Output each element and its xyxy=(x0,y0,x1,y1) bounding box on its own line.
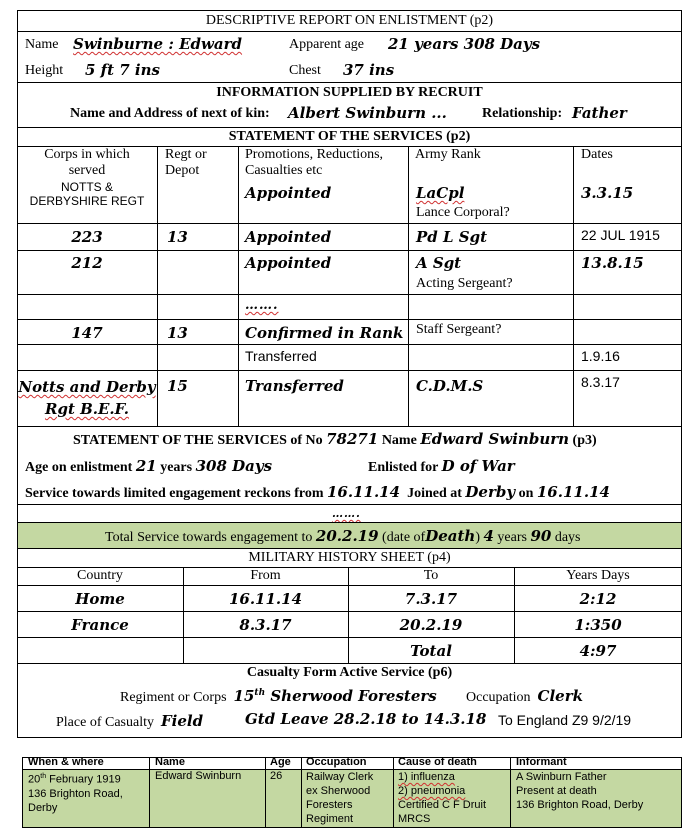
service-row-promo: ……. xyxy=(245,298,279,313)
death-header-name: Name xyxy=(155,756,185,768)
death-header-age: Age xyxy=(270,756,291,768)
death-occupation: Railway Clerk ex Sherwood Foresters Regiment xyxy=(306,771,374,825)
military-header-from: From xyxy=(250,568,281,583)
death-name: Edward Swinburn xyxy=(155,770,242,782)
service-row-rank-note: Lance Corporal? xyxy=(416,205,510,220)
military-row-country: France xyxy=(71,616,129,634)
promo-header: Promotions, Reductions, Casualties etc xyxy=(245,147,384,178)
height-label: Height xyxy=(25,63,64,78)
death-age: 26 xyxy=(270,770,283,782)
corps-header: Corps in which served xyxy=(44,147,130,178)
service-row-promo: Appointed xyxy=(245,228,332,246)
service-row-promo: Confirmed in Rank xyxy=(245,324,404,342)
service-row-promo: Transferred xyxy=(245,348,317,364)
name-label: Name xyxy=(25,37,59,52)
military-row-country: Home xyxy=(75,590,125,608)
chest-label: Chest xyxy=(289,63,321,78)
services2-line1: STATEMENT OF THE SERVICES of No 78271 Name Edward Swinburn (p3) xyxy=(73,430,597,448)
service-row-date: 1.9.16 xyxy=(581,348,620,364)
age-label: Apparent age xyxy=(289,37,365,52)
rank-header: Army Rank xyxy=(415,147,481,162)
kin-value: Albert Swinburn ... xyxy=(288,104,447,122)
death-header-informant: Informant xyxy=(516,756,567,768)
death-header-occupation: Occupation xyxy=(306,756,367,768)
relationship-label: Relationship: xyxy=(482,106,563,121)
dates-header: Dates xyxy=(581,147,613,162)
death-when: 20th February 1919 136 Brighton Road, Derby xyxy=(28,773,123,814)
height-value: 5 ft 7 ins xyxy=(85,61,160,79)
death-header-cause: Cause of death xyxy=(398,756,477,768)
service-row-promo: Appointed xyxy=(245,254,332,272)
service-row-date: 22 JUL 1915 xyxy=(581,227,660,243)
service-row-corps: Notts and Derby Rgt B.E.F. xyxy=(18,378,156,418)
service-row-promo: Appointed xyxy=(245,184,332,202)
services-title: STATEMENT OF THE SERVICES (p2) xyxy=(228,129,471,144)
services2-line3: Service towards limited engagement reckons from 16.11.14 Joined at Derby on 16.11.14 xyxy=(25,483,610,501)
relationship-value: Father xyxy=(572,104,627,122)
military-total-label: Total xyxy=(410,642,452,660)
casualty-occupation: Occupation Clerk xyxy=(466,687,584,705)
military-row-years-days: 2:12 xyxy=(579,590,617,608)
service-row-regt: 13 xyxy=(167,228,188,246)
service-row-promo: Transferred xyxy=(245,377,344,395)
casualty-place: Place of Casualty Field xyxy=(56,712,204,730)
service-row-date: 3.3.15 xyxy=(581,184,634,202)
casualty-title: Casualty Form Active Service (p6) xyxy=(246,665,453,680)
chest-value: 37 ins xyxy=(343,61,395,79)
death-informant: A Swinburn Father Present at death 136 Brighton Road, Derby xyxy=(516,771,644,811)
service-row-rank-note: Staff Sergeant? xyxy=(416,322,502,337)
military-total-value: 4:97 xyxy=(579,642,617,660)
service-row-corps: 212 xyxy=(71,254,103,272)
service-row-date: 13.8.15 xyxy=(581,254,644,272)
military-row-years-days: 1:350 xyxy=(574,616,622,634)
service-row-rank-note: Acting Sergeant? xyxy=(416,276,513,291)
military-header-years-days: Years Days xyxy=(566,568,630,583)
info-title: INFORMATION SUPPLIED BY RECRUIT xyxy=(216,85,483,100)
casualty-england: To England Z9 9/2/19 xyxy=(498,712,632,728)
services2-line2: Age on enlistment 21 years 308 Days xyxy=(25,457,273,475)
casualty-leave: Gtd Leave 28.2.18 to 14.3.18 xyxy=(245,710,487,728)
military-header-country: Country xyxy=(77,568,123,583)
age-value: 21 years 308 Days xyxy=(388,35,541,53)
services2-enlisted: Enlisted for D of War xyxy=(368,457,515,475)
total-service-line: Total Service towards engagement to 20.2.19 (date ofDeath) 4 years 90 days xyxy=(105,527,581,545)
death-cause: 1) influenza 2) pneumonia Certified C F Druit MRCS xyxy=(398,771,487,825)
service-row-regt: 15 xyxy=(167,377,188,395)
service-row-rank: C.D.M.S xyxy=(416,377,484,395)
services2-dots: ……. xyxy=(332,507,361,520)
military-row-from: 8.3.17 xyxy=(239,616,292,634)
name-value: Swinburne : Edward xyxy=(73,35,243,53)
regt-header: Regt or Depot xyxy=(165,147,207,178)
kin-label: Name and Address of next of kin: xyxy=(70,106,270,121)
service-row-corps: 147 xyxy=(71,324,103,342)
service-row-corps: 223 xyxy=(71,228,103,246)
casualty-regiment: Regiment or Corps 15th Sherwood Foresters xyxy=(120,687,437,705)
service-row-date: 8.3.17 xyxy=(581,374,620,390)
military-row-to: 7.3.17 xyxy=(404,590,458,608)
military-title: MILITARY HISTORY SHEET (p4) xyxy=(248,550,451,565)
military-header-to: To xyxy=(423,568,439,583)
service-row-rank: A Sgt xyxy=(416,254,462,272)
service-row-corps: NOTTS & DERBYSHIRE REGT xyxy=(29,180,145,208)
service-row-rank: LaCpl xyxy=(416,184,465,202)
service-row-rank: Pd L Sgt xyxy=(416,228,488,246)
service-row-regt: 13 xyxy=(167,324,188,342)
death-header-when: When & where xyxy=(28,756,104,768)
military-row-to: 20.2.19 xyxy=(399,616,463,634)
page-title: DESCRIPTIVE REPORT ON ENLISTMENT (p2) xyxy=(205,13,494,28)
military-row-from: 16.11.14 xyxy=(228,590,303,608)
